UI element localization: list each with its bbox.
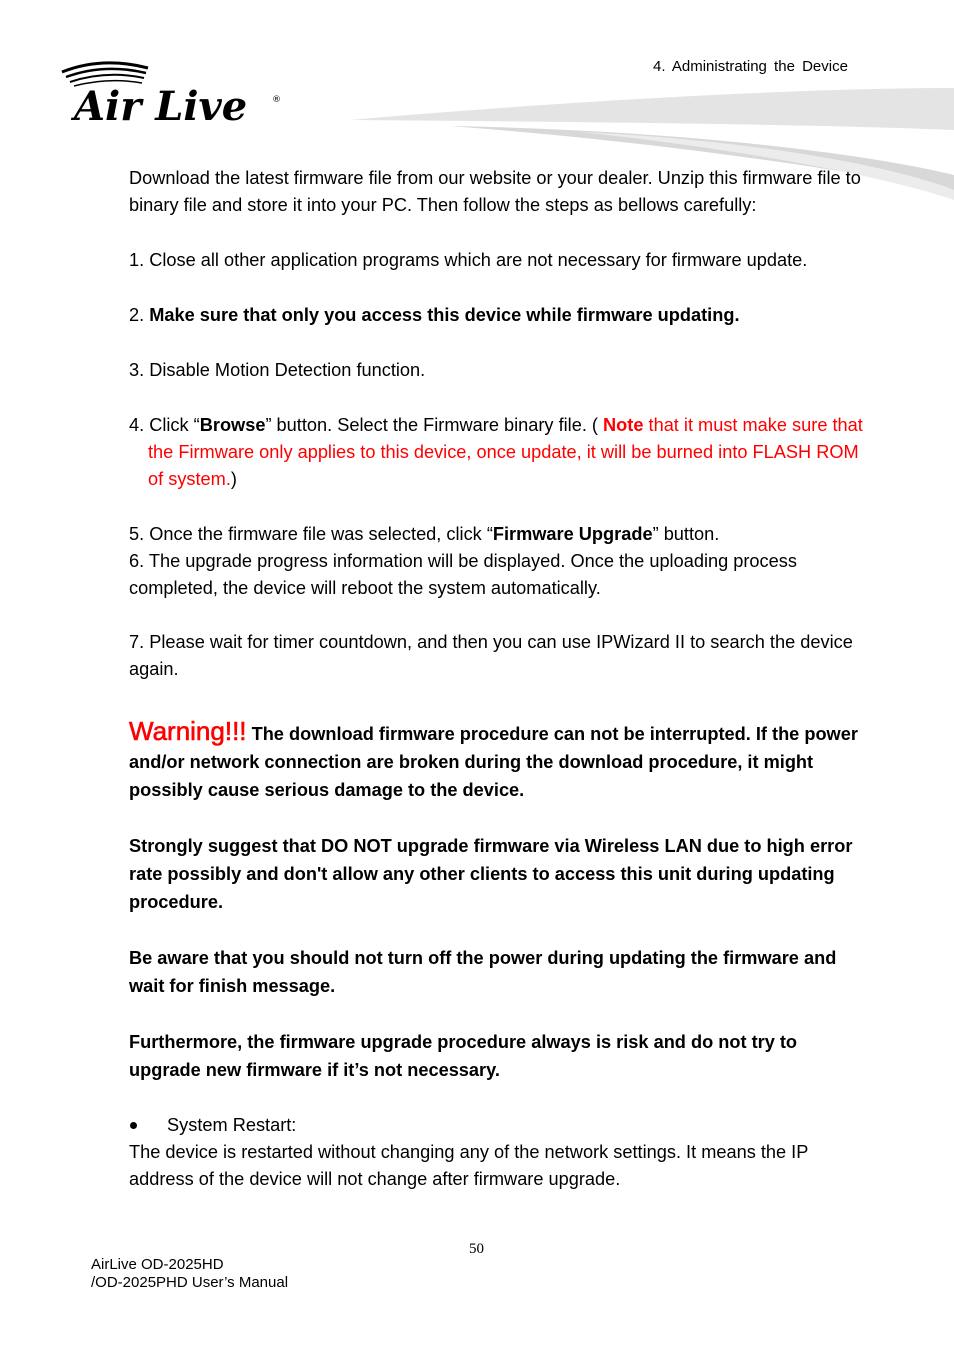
- wireless-suggestion: Strongly suggest that DO NOT upgrade firmware via Wireless LAN due to high error rate possibly and don't allow any other clients to access this unit during updating procedure.: [129, 836, 853, 912]
- section-title: 4. Administrating the Device: [653, 58, 848, 75]
- footer: [91, 1256, 288, 1292]
- step-4-prefix: 4. Click “: [129, 415, 200, 435]
- intro-paragraph: Download the latest firmware file from our website or your dealer. Unzip this firmware file to binary file and store it into your PC. Then follow the steps as bellows carefully:: [129, 168, 861, 215]
- step-5-prefix: 5. Once the firmware file was selected, click “: [129, 524, 493, 544]
- risk-warning: Furthermore, the firmware upgrade procedure always is risk and do not try to upgrade new firmware if it’s not necessary.: [129, 1032, 798, 1080]
- power-warning: Be aware that you should not turn off the power during updating the firmware and wait for finish message.: [129, 948, 837, 996]
- step-4-text: ” button. Select the Firmware binary file. (: [265, 415, 604, 435]
- document-body: [129, 165, 869, 1193]
- step-2-bold-text: Make sure that only you access this device while firmware updating.: [149, 305, 740, 325]
- bullet-item-label: System Restart:: [167, 1115, 297, 1135]
- step-4: [129, 412, 869, 493]
- svg-text:®: ®: [272, 95, 281, 105]
- step-3: 3. Disable Motion Detection function.: [129, 360, 426, 380]
- airlive-logo: [56, 58, 288, 126]
- step-1: 1. Close all other application programs which are not necessary for firmware update.: [129, 250, 808, 270]
- footer-product: AirLive OD-2025HD: [91, 1256, 224, 1273]
- footer-manual: /OD-2025PHD User’s Manual: [91, 1274, 289, 1291]
- browse-label: Browse: [199, 415, 266, 435]
- step-2-number: 2.: [129, 305, 150, 325]
- note-label: Note: [603, 415, 644, 435]
- step-7: 7. Please wait for timer countdown, and then you can use IPWizard II to search the device again.: [129, 632, 853, 679]
- warning-text: The download firmware procedure can not be interrupted. If the power and/or network connection are broken during the download procedure, it might possibly cause serious damage to the device.: [129, 724, 858, 800]
- warning-label: Warning!!!: [129, 716, 247, 746]
- page-number: 50: [469, 1241, 484, 1257]
- warning-paragraph: [129, 717, 869, 804]
- step-4-close: ): [230, 469, 237, 489]
- step-2: [129, 302, 869, 329]
- logo-wordmark: Air Live: [74, 83, 248, 126]
- note-text: that it must make sure that the Firmware only applies to this device, once update, it will be burned into FLASH ROM of system.: [148, 415, 863, 489]
- restart-description: The device is restarted without changing any of the network settings. It means the IP address of the device will not change after firmware upgrade.: [129, 1142, 809, 1189]
- bullet-list-item: [129, 1112, 869, 1139]
- step-5: [129, 521, 869, 548]
- step-6: 6. The upgrade progress information will be displayed. Once the uploading process completed, the device will reboot the system automatically.: [129, 551, 797, 598]
- firmware-upgrade-label: Firmware Upgrade: [492, 524, 653, 544]
- step-5-suffix: ” button.: [652, 524, 720, 544]
- bullet-icon: [130, 1122, 137, 1129]
